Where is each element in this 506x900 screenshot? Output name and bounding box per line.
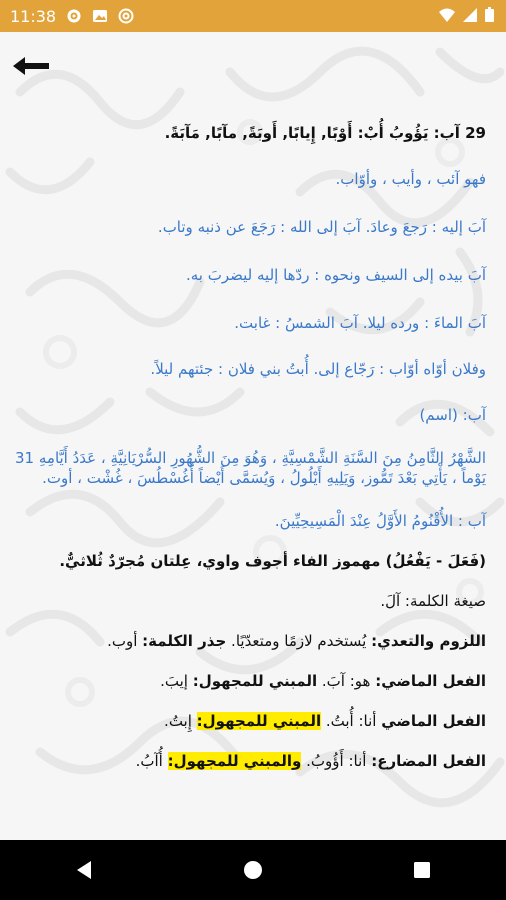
grammar-text: إِبتُ. — [164, 712, 192, 730]
entry-line: آبَ إليه : رَجعَ وعادَ. آبَ إلى الله : رَجَعَ عن ذنبه وتاب. — [157, 218, 486, 236]
grammar-label: اللزوم والتعدي: — [371, 632, 486, 650]
image-icon — [92, 8, 108, 24]
entry-line: آب : الأُقْنُومُ الأَوَّلُ عِنْدَ الْمَسِيحِيِّينَ. — [274, 512, 486, 530]
nav-back-button[interactable] — [54, 850, 114, 890]
entry-line: فهو آئب ، وأيب ، وأوّاب. — [335, 170, 486, 188]
entry-line: وفلان أوّاه أوّاب : رَجّاع إلى. أُبتُ بني فلان : جئتهم ليلاً. — [150, 360, 486, 378]
wifi-icon — [439, 7, 455, 26]
entry-line: آبَ الماءَ : ورده ليلا. آبَ الشمسُ : غابت. — [234, 314, 486, 332]
status-right — [439, 7, 494, 26]
navigation-bar — [0, 840, 506, 900]
grammar-text: هو: آبَ. — [317, 672, 371, 690]
grammar-line: (فَعَلَ - يَفْعُلُ) مهموز الفاء أجوف واوي، عِلتان مُجرّدٌ ثُلاثيٌّ. — [59, 552, 486, 570]
grammar-line — [14, 588, 486, 614]
content-area[interactable] — [0, 32, 506, 840]
grammar-line — [14, 708, 486, 734]
grammar-label: المبني للمجهول: — [192, 672, 318, 690]
grammar-text: صيغة الكلمة: آلَ. — [380, 592, 486, 610]
back-triangle-icon — [75, 860, 93, 880]
grammar-label: الفعل المضارع: — [371, 752, 486, 770]
grammar-text: أنا: أَؤُوبُ. — [301, 752, 367, 770]
nav-home-button[interactable] — [223, 850, 283, 890]
grammar-text: أنا: أُبتُ. — [321, 712, 377, 730]
grammar-label: جذر الكلمة: — [142, 632, 227, 650]
grammar-text: أوب. — [107, 632, 138, 650]
grammar-line — [14, 628, 486, 654]
entry-line: آبَ بيده إلى السيف ونحوه : ردّها إليه ليضربَ به. — [185, 266, 486, 284]
entry-line: آب: (اسم) — [419, 406, 486, 424]
grammar-text: أُآبُ. — [135, 752, 163, 770]
status-bar — [0, 0, 506, 32]
battery-icon — [485, 7, 494, 26]
recents-square-icon — [413, 861, 431, 879]
arrow-left-icon — [11, 55, 51, 77]
word-entry — [14, 102, 486, 774]
status-left — [10, 7, 134, 26]
grammar-text: يُستخدم لازمًا ومتعدّيًا. — [226, 632, 367, 650]
nav-recents-button[interactable] — [392, 850, 452, 890]
grammar-label: الفعل الماضي: — [375, 672, 486, 690]
entry-paragraph: الشَّهْرُ الثَّامِنُ مِنَ السَّنَةِ الشَّمْسِيَّةِ ، وَهُوَ مِنَ الشُّهُورِ السُّرْيَانِيَّةِ ، عَدَدُ أَيَّامِهِ 31 يَوْماً ، يَأْتِي بَعْدَ تَمُّوز، وَيَلِيهِ أَيْلُولُ ، وَيُسَمَّى أَيْضاً أُغُسْطُسَ ، غُشْت ، أوت. — [15, 449, 486, 487]
home-circle-icon — [243, 860, 263, 880]
grammar-label: الفعل الماضي — [381, 712, 486, 730]
gear-icon — [66, 8, 82, 24]
signal-icon — [463, 7, 477, 26]
at-sign-icon — [118, 8, 134, 24]
back-button[interactable] — [10, 50, 52, 82]
grammar-line — [14, 748, 486, 774]
grammar-text: إيبَ. — [160, 672, 188, 690]
highlighted-label: المبني للمجهول: — [196, 712, 322, 730]
grammar-line — [14, 668, 486, 694]
highlighted-label: والمبني للمجهول: — [167, 752, 302, 770]
status-time: 11:38 — [10, 6, 57, 26]
entry-header: 29 آب: يَؤُوبُ أُبْ: أَوْبًا, إِيابًا, أَوبَةً, مآبًا, مَآبَةً. — [164, 124, 486, 142]
